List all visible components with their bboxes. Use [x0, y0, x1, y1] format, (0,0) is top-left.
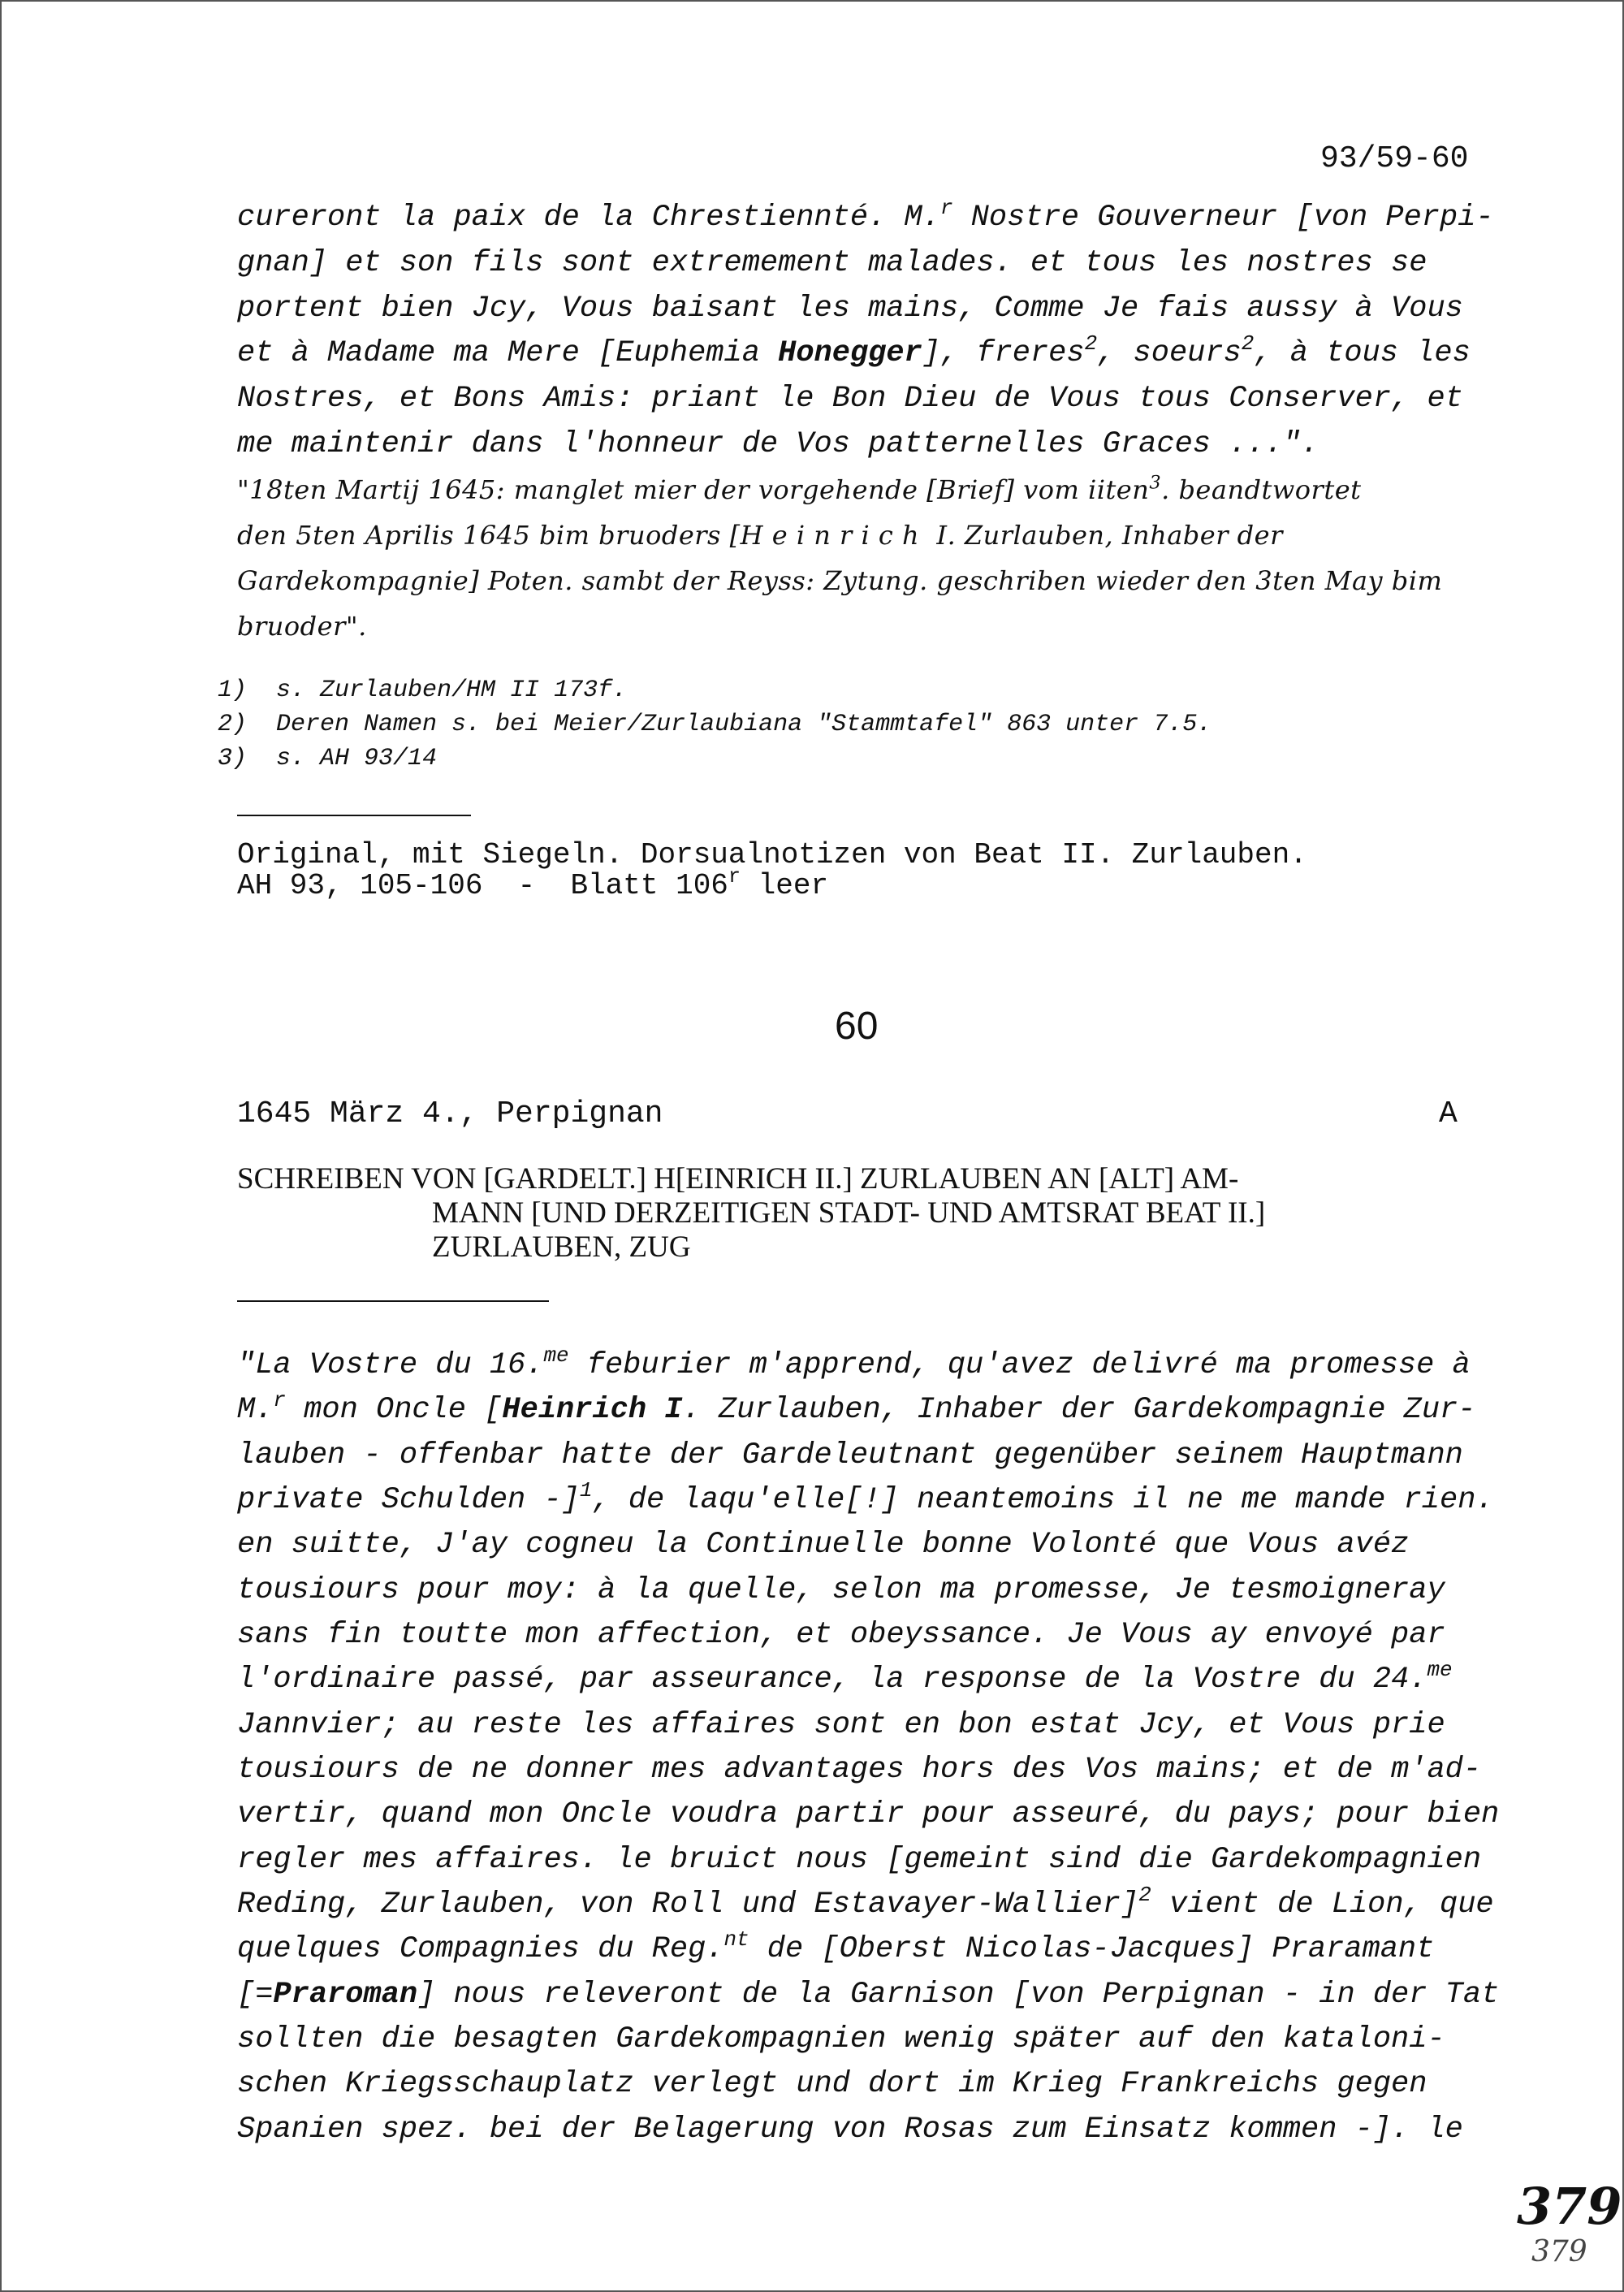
footnote-2: 2) Deren Namen s. bei Meier/Zurlaubiana "Stammtafel" 863 unter 7.5. [218, 711, 1212, 738]
pencil-page-number: 379 [1531, 2235, 1587, 2268]
letter60-line-14: quelques Compagnies du Reg.$^{nt}$ de [Oberst Nicolas-Jacques] Praramant [237, 1927, 1435, 1966]
footnote-3: 3) s. AH 93/14 [218, 745, 438, 772]
source-note-line-2: AH 93, 105-106 - Blatt 106$^r$ leer [237, 865, 829, 902]
footnote-1: 1) s. Zurlauben/HM II 173f. [218, 677, 628, 704]
letter60-line-15: [=Praroman] nous releveront de la Garnison [von Perpignan - in der Tat [237, 1978, 1500, 2012]
handwritten-note-line-4: bruoder". [237, 611, 367, 642]
title-line-2: MANN [UND DERZEITIGEN STADT- UND AMTSRAT BEAT II.] [432, 1196, 1266, 1230]
footnote-separator [237, 815, 471, 816]
date-place: 1645 März 4., Perpignan [237, 1096, 663, 1131]
handwritten-page-number: 379 [1517, 2177, 1622, 2236]
title-line-1: SCHREIBEN VON [GARDELT.] H[EINRICH II.] ZURLAUBEN AN [ALT] AM- [237, 1162, 1239, 1196]
letter60-line-18: Spanien spez. bei der Belagerung von Rosas zum Einsatz kommen -]. le [237, 2113, 1463, 2147]
letter60-line-9: Jannvier; au reste les affaires sont en bon estat Jcy, et Vous prie [237, 1708, 1445, 1742]
letter59-line-2: gnan] et son fils sont extremement malades. et tous les nostres se [237, 246, 1427, 280]
letter60-line-12: regler mes affaires. le bruict nous [gemeint sind die Gardekompagnien [237, 1843, 1482, 1877]
letter59-line-5: Nostres, et Bons Amis: priant le Bon Dieu de Vous tous Conserver, et [237, 382, 1463, 416]
letter60-line-5: en suitte, J'ay cogneu la Continuelle bonne Volonté que Vous avéz [237, 1528, 1410, 1562]
handwritten-note-line-1: "18ten Martij 1645: manglet mier der vorgehende [Brief] vom iiten$^3$. beandtwortet [237, 472, 1362, 505]
letter60-line-13: Reding, Zurlauben, von Roll und Estavayer-Wallier]$^2$ vient de Lion, que [237, 1882, 1494, 1922]
letter60-line-4: private Schulden -]$^1$, de laqu'elle[!] neantemoins il ne me mande rien. [237, 1477, 1494, 1517]
letter60-line-2: M.$^r$ mon Oncle [Heinrich I. Zurlauben, Inhaber der Gardekompagnie Zur- [237, 1387, 1476, 1427]
letter60-line-7: sans fin toutte mon affection, et obeyssance. Je Vous ay envoyé par [237, 1618, 1445, 1652]
letter60-line-3: lauben - offenbar hatte der Gardeleutnant gegenüber seinem Hauptmann [237, 1438, 1463, 1473]
letter59-line-6: me maintenir dans l'honneur de Vos patternelles Graces ...". [237, 427, 1320, 461]
handwritten-note-line-2: den 5ten Aprilis 1645 bim bruoders [H e i n r i c h I. Zurlauben, Inhaber der [237, 520, 1283, 551]
letter60-line-11: vertir, quand mon Oncle voudra partir pour asseuré, du pays; pour bien [237, 1797, 1500, 1831]
handwritten-note-line-3: Gardekompagnie] Poten. sambt der Reyss: Zytung. geschriben wieder den 3ten May bim [237, 565, 1443, 596]
letter59-line-1: cureront la paix de la Chrestiennté. M.$^r$ Nostre Gouverneur [von Perpi- [237, 195, 1494, 235]
title-line-3: ZURLAUBEN, ZUG [432, 1230, 691, 1264]
source-note-line-1: Original, mit Siegeln. Dorsualnotizen von Beat II. Zurlauben. [237, 838, 1307, 871]
letter59-line-3: portent bien Jcy, Vous baisant les mains, Comme Je fais aussy à Vous [237, 292, 1463, 326]
letter60-line-1: "La Vostre du 16.$^{me}$ feburier m'apprend, qu'avez delivré ma promesse à [237, 1343, 1471, 1382]
letter60-line-17: schen Kriegsschauplatz verlegt und dort im Krieg Frankreichs gegen [237, 2067, 1427, 2101]
letter60-line-8: l'ordinaire passé, par asseurance, la response de la Vostre du 24.$^{me}$ [237, 1657, 1453, 1697]
document-type: A [1439, 1096, 1458, 1131]
letter59-line-4: et à Madame ma Mere [Euphemia Honegger], freres$^2$, soeurs$^2$, à tous les [237, 331, 1471, 370]
page-reference: 93/59-60 [1320, 141, 1469, 176]
letter60-line-10: tousiours de ne donner mes advantages hors des Vos mains; et de m'ad- [237, 1753, 1482, 1787]
letter60-line-6: tousiours pour moy: à la quelle, selon ma promesse, Je tesmoigneray [237, 1573, 1445, 1607]
document-number: 60 [835, 1005, 879, 1048]
letter60-line-16: sollten die besagten Gardekompagnien wenig später auf den kataloni- [237, 2022, 1445, 2056]
title-separator [237, 1300, 549, 1302]
